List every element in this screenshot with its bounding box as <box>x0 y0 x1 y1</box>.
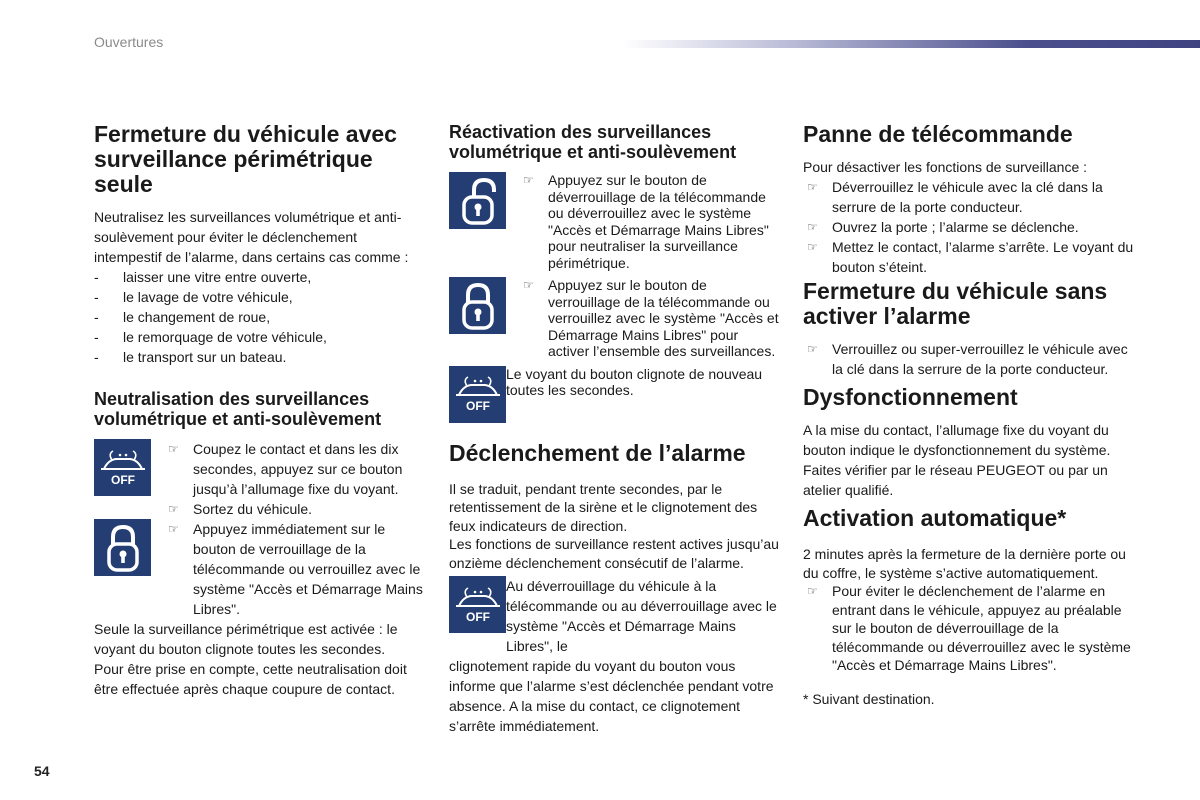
list-item: ☞ Coupez le contact et dans les dix secondes, appuyez sur ce bouton jusqu’à l’allumage fixe du voyant. <box>168 441 403 497</box>
perimeter-active-note: Seule la surveillance périmétrique est activée : le voyant du bouton clignote toutes les secondes. <box>94 621 398 657</box>
heading-auto-activation: Activation automatique* <box>803 505 1067 531</box>
auto-activation-paragraph: 2 minutes après la fermeture de la dernière porte ou du coffre, le système s’active automatiquement. <box>803 546 1126 581</box>
blink-note: Le voyant du bouton clignote de nouveau toutes les secondes. <box>506 365 763 398</box>
note-blinking <box>449 366 779 423</box>
page-number: 54 <box>34 763 50 779</box>
list-item: ☞ Mettez le contact, l’alarme s’arrête. Le voyant du bouton s’éteint. <box>807 239 1134 275</box>
trigger-paragraph-1: Il se traduit, pendant trente secondes, par le retentissement de la sirène et le clignotement des feux indicateurs de direction. <box>449 480 758 534</box>
footnote: * Suivant destination. <box>803 690 935 707</box>
pointing-hand-icon: ☞ <box>807 180 818 194</box>
pointing-hand-icon: ☞ <box>168 442 179 456</box>
unlock-note-continued: clignotement rapide du voyant du bouton vous informe que l’alarme s’est déclenchée pendant votre absence. A la mise du contact, ce clignotement s’arrête immédiatement. <box>449 658 774 734</box>
step-lock-all <box>449 277 779 360</box>
note-unlock-blink <box>449 576 779 656</box>
heading-reactivation: Réactivation des surveillances volumétrique et anti-soulèvement <box>449 122 737 162</box>
list-item: ☞ Pour éviter le déclenchement de l’alarme en entrant dans le véhicule, appuyez au préalable sur le bouton de déverrouillage de la télécommande ou déverrouillez avec le système "Accès et Démarrage Mains Libres". <box>807 583 1131 673</box>
heading-lock-without-alarm: Fermeture du véhicule sans activer l’alarme <box>803 278 1108 329</box>
heading-malfunction: Dysfonctionnement <box>803 384 1018 410</box>
off-label: OFF <box>465 609 490 624</box>
remote-failure-intro: Pour désactiver les fonctions de surveillance : <box>803 159 1088 175</box>
cases-list <box>94 267 424 367</box>
trigger-paragraph-2: Les fonctions de surveillance restent actives jusqu’au onzième déclenchement consécutif de l’alarme. <box>449 536 779 571</box>
lock-closed-icon <box>94 519 151 576</box>
pointing-hand-icon: ☞ <box>807 220 818 234</box>
list-item: - laisser une vitre entre ouverte, <box>94 267 424 287</box>
lock-closed-icon <box>449 277 506 334</box>
list-item: - le transport sur un bateau. <box>94 347 424 367</box>
list-item: ☞ Ouvrez la porte ; l’alarme se déclenche. <box>807 219 1079 235</box>
intro-paragraph: Neutralisez les surveillances volumétrique et anti-soulèvement pour éviter le déclenchement intempestif de l’alarme, dans certains cas comme : <box>94 209 409 265</box>
list-item: ☞ Verrouillez ou super-verrouillez le véhicule avec la clé dans la serrure de la porte conducteur. <box>807 341 1128 377</box>
off-label: OFF <box>110 472 135 487</box>
list-item: - le changement de roue, <box>94 307 424 327</box>
section-title: Ouvertures <box>94 34 164 50</box>
column-2 <box>449 122 779 736</box>
list-item: - le remorquage de votre véhicule, <box>94 327 424 347</box>
header-bar <box>622 40 1200 48</box>
alarm-off-icon <box>449 576 506 633</box>
list-item: ☞ Appuyez sur le bouton de verrouillage de la télécommande ou verrouillez avec le système "Accès et Démarrage Mains Libres" pour activer l’ensemble des surveillances. <box>523 277 779 359</box>
pointing-hand-icon: ☞ <box>807 584 818 598</box>
pointing-hand-icon: ☞ <box>807 240 818 254</box>
pointing-hand-icon: ☞ <box>168 522 179 536</box>
heading-perimeter-only: Fermeture du véhicule avec surveillance périmétrique seule <box>94 121 397 197</box>
list-item: ☞ Déverrouillez le véhicule avec la clé dans la serrure de la porte conducteur. <box>807 179 1103 215</box>
lock-open-icon <box>449 172 506 229</box>
pointing-hand-icon: ☞ <box>807 342 818 356</box>
list-item: ☞ Appuyez sur le bouton de déverrouillage de la télécommande ou déverrouillez avec le système "Accès et Démarrage Mains Libres" pour neutraliser la surveillance périmétrique. <box>523 172 769 271</box>
pointing-hand-icon: ☞ <box>523 173 534 187</box>
step-unlock-button <box>449 172 779 271</box>
malfunction-check: Faites vérifier par le réseau PEUGEOT ou par un atelier qualifié. <box>803 462 1108 498</box>
heading-alarm-trigger: Déclenchement de l’alarme <box>449 439 746 466</box>
list-item: ☞ Sortez du véhicule. <box>168 501 313 517</box>
step-lock-button <box>94 519 424 619</box>
list-item: - le lavage de votre véhicule, <box>94 287 424 307</box>
pointing-hand-icon: ☞ <box>168 502 179 516</box>
column-1 <box>94 122 424 699</box>
pointing-hand-icon: ☞ <box>523 278 534 292</box>
step-off-button <box>94 439 424 519</box>
alarm-off-icon <box>94 439 151 496</box>
unlock-note: Au déverrouillage du véhicule à la télécommande ou au déverrouillage avec le système "Accès et Démarrage Mains Libres", le <box>506 578 777 654</box>
list-item: ☞ Appuyez immédiatement sur le bouton de verrouillage de la télécommande ou verrouillez avec le système "Accès et Démarrage Mains Libres". <box>168 521 423 617</box>
alarm-off-icon <box>449 366 506 423</box>
malfunction-paragraph: A la mise du contact, l’allumage fixe du voyant du bouton indique le dysfonctionnement du système. <box>803 422 1111 458</box>
column-3 <box>803 122 1135 709</box>
off-label: OFF <box>465 399 490 413</box>
heading-neutralisation: Neutralisation des surveillances volumétrique et anti-soulèvement <box>94 389 382 429</box>
neutralisation-note: Pour être prise en compte, cette neutralisation doit être effectuée après chaque coupure de contact. <box>94 661 407 697</box>
heading-remote-failure: Panne de télécommande <box>803 121 1073 147</box>
